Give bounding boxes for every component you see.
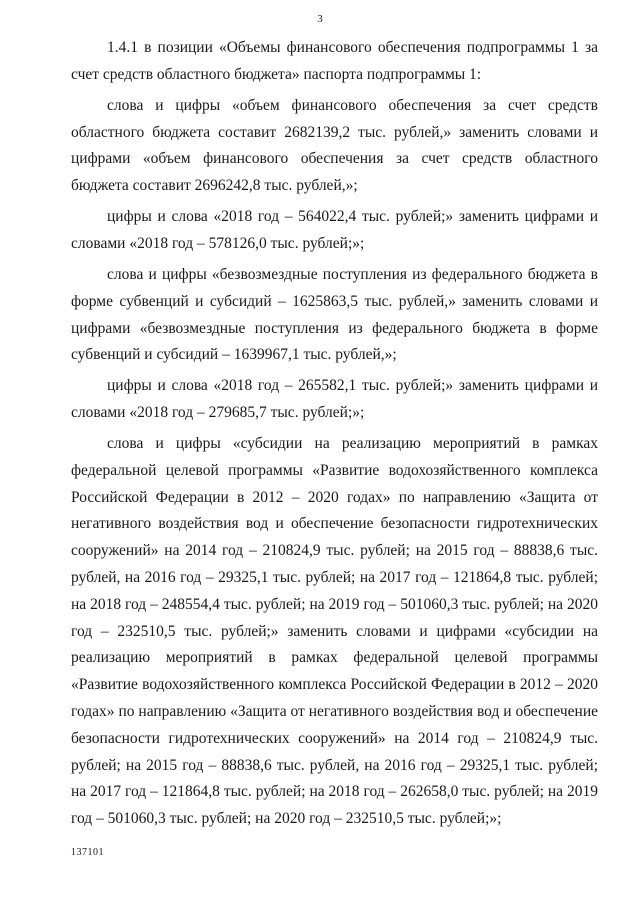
page-number: 3 [317, 13, 323, 25]
paragraph-amount-total: слова и цифры «объем финансового обеспечения за счет средств областного бюджета составит 2682139,2 тыс. рублей,» заменить словами и цифрами «объем финансового обеспечения за счет средств областного бюджета составит 2696242,8 тыс. рублей,»; [71, 96, 598, 195]
paragraph-item-1: 1.4.1 в позиции «Объемы финансового обеспечения подпрограммы 1 за счет средств областного бюджета» паспорта подпрограммы 1: [71, 39, 598, 83]
document-code: 137101 [71, 847, 104, 858]
document-body [71, 35, 598, 837]
paragraph-federal-2018: цифры и слова «2018 год – 265582,1 тыс. рублей;» заменить цифрами и словами «2018 год – 279685,7 тыс. рублей;»; [71, 377, 598, 422]
paragraph-amount-2018: цифры и слова «2018 год – 564022,4 тыс. рублей;» заменить цифрами и словами «2018 год – 578126,0 тыс. рублей;»; [71, 208, 598, 252]
paragraph-subsidies: слова и цифры «субсидии на реализацию мероприятий в рамках федеральной целевой программы «Развитие водохозяйственного комплекса Российской Федерации в 2012 – 2020 годах» по направлению «Защита от негативного воздействия вод и обеспечение безопасности гидротехнических сооружений» на 2014 год – 210824,9 тыс. рублей; на 2015 год – 88838,6 тыс. рублей, на 2016 год – 29325,1 тыс. рублей; на 2017 год – 121864,8 тыс. рублей; на 2018 год – 248554,4 тыс. рублей; на 2019 год – 501060,3 тыс. рублей; на 2020 год – 232510,5 тыс. рублей;» заменить словами и цифрами «субсидии на реализацию мероприятий в рамках федеральной целевой программы «Развитие водохозяйственного комплекса Российской Федерации в 2012 – 2020 годах» по направлению «Защита от негативного воздействия вод и обеспечение безопасности гидротехнических сооружений» на 2014 год – 210824,9 тыс. рублей; на 2015 год – 88838,6 тыс. рублей, на 2016 год – 29325,1 тыс. рублей; на 2017 год – 121864,8 тыс. рублей; на 2018 год – 262658,0 тыс. рублей; на 2019 год – 501060,3 тыс. рублей; на 2020 год – 232510,5 тыс. рублей;»; [71, 435, 598, 828]
paragraph-federal-transfers: слова и цифры «безвозмездные поступления из федерального бюджета в форме субвенций и субсидий – 1625863,5 тыс. рублей,» заменить словами и цифрами «безвозмездные поступления из федерального бюджета в форме субвенций и субсидий – 1639967,1 тыс. рублей,»; [71, 265, 598, 364]
